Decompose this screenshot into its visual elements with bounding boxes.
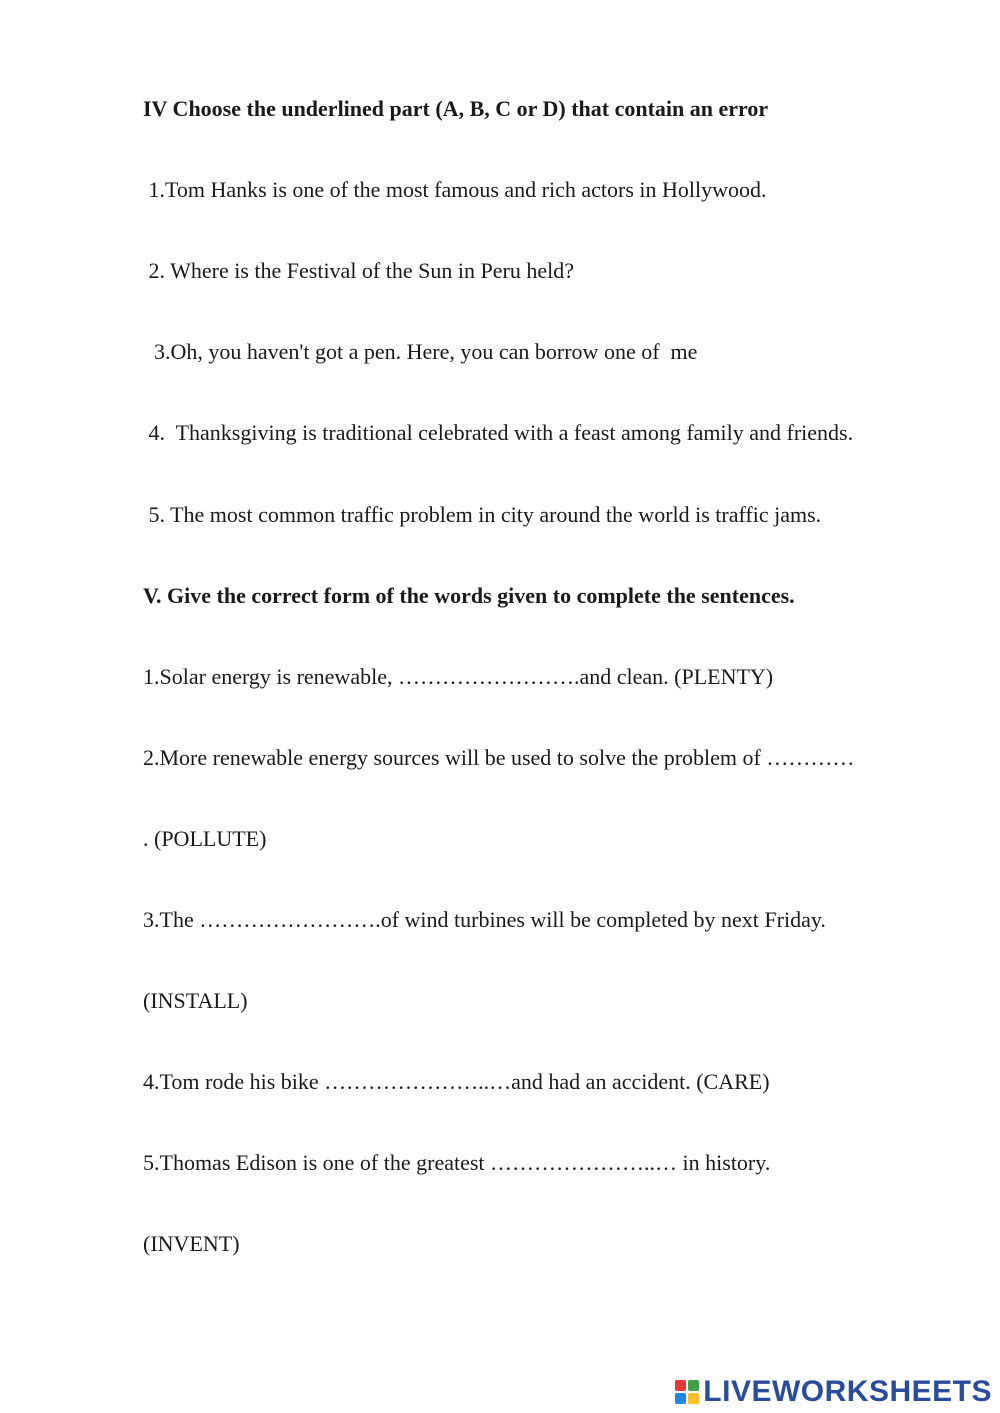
section-v-line-8: (INVENT) [143, 1231, 240, 1256]
section-iv-item-1: 1.Tom Hanks is one of the most famous and rich actors in Hollywood. [143, 177, 767, 202]
liveworksheets-logo[interactable] [675, 1375, 992, 1409]
section-v-line-5: (INSTALL) [143, 988, 248, 1013]
section-v-line-2: 2.More renewable energy sources will be used to solve the problem of ………… [143, 745, 855, 770]
logo-square-yellow [688, 1393, 699, 1404]
logo-square-red [675, 1380, 686, 1391]
section-v-line-6: 4.Tom rode his bike …………………..…and had an accident. (CARE) [143, 1069, 770, 1094]
section-v-line-4: 3.The …………………….of wind turbines will be completed by next Friday. [143, 907, 826, 932]
section-iv-item-4: 4. Thanksgiving is traditional celebrated with a feast among family and friends. [143, 420, 854, 445]
section-iv-item-5: 5. The most common traffic problem in city around the world is traffic jams. [143, 502, 822, 527]
section-v-line-1: 1.Solar energy is renewable, …………………….and clean. (PLENTY) [143, 664, 774, 689]
section-iv-item-2: 2. Where is the Festival of the Sun in Peru held? [143, 258, 574, 283]
section-iv-heading: IV Choose the underlined part (A, B, C or D) that contain an error [143, 96, 769, 121]
section-v-heading: V. Give the correct form of the words given to complete the sentences. [143, 583, 795, 608]
section-v-line-7: 5.Thomas Edison is one of the greatest …………………..… in history. [143, 1150, 771, 1175]
logo-text: LIVEWORKSHEETS [703, 1375, 992, 1408]
section-iv-item-3: 3.Oh, you haven't got a pen. Here, you can borrow one of me [143, 339, 698, 364]
logo-grid-icon [675, 1380, 699, 1404]
logo-square-blue [675, 1393, 686, 1404]
logo-square-green [688, 1380, 699, 1391]
section-v-line-3: . (POLLUTE) [143, 826, 267, 851]
